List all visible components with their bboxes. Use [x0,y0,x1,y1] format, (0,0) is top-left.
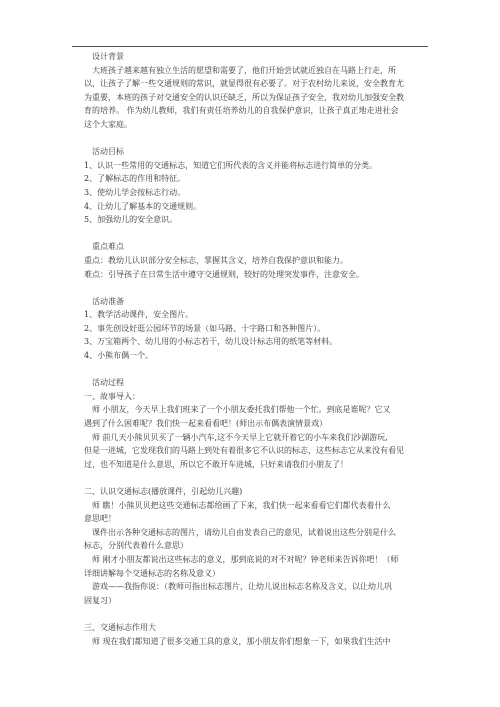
paragraph-line: 这个大家庭。 [84,119,132,129]
section-heading-background: 设计背景 [92,52,124,61]
paragraph-line: 为重要，本班的孩子对交通安全的认识还缺乏，所以为保证孩子安全，我对幼儿加强安全教 [84,92,404,102]
paragraph-line: 课件出示各种交通标志的图片，请幼儿自由发表自己的意见，试着说出这些分别是什么 [92,527,396,537]
document-body [84,50,428,648]
list-item: 2、事先创设好逛公园环节的场景（如马路、十字路口和各种图片）。 [84,323,326,333]
paragraph-line: 过，也不知道是什么意思，所以它不敢开车进城，只好来请我们小朋友了！ [84,459,348,469]
section-heading-key-points: 重点难点 [92,242,124,252]
list-item: 1、认识一些常用的交通标志，知道它们所代表的含义并能将标志进行简单的分类。 [84,160,378,170]
paragraph-line: 育的培养。 作为幼儿教师，我们有责任培养幼儿的自我保护意识，让孩子真正地走进社会 [84,106,399,116]
list-item: 重点：教幼儿认识部分安全标志，掌握其含义，培养自我保护意识和能力。 [84,255,348,265]
paragraph-line: 师 现在我们都知道了很多交通工具的意义，那小朋友你们想象一下，如果我们生活中 [92,636,391,646]
section-heading-process: 活动过程 [92,378,124,388]
list-item: 1、教学活动课件，安全图片。 [84,310,194,320]
paragraph-line: 大班孩子越来越有独立生活的愿望和需要了，他们开始尝试就近独自在马路上行走，所 [92,65,396,75]
list-item: 4、小熊布偶一个。 [84,351,154,361]
paragraph-line: 遇到了什么困难呢？我们快一起来看看吧！(师出示布偶表演情景戏） [84,419,328,429]
subsection-heading: 二、认识交通标志(播放课件，引起幼儿兴趣) [84,487,243,496]
paragraph-line: 标志，分别代表着什么意思） [84,541,188,551]
list-item: 5、加强幼儿的安全意识。 [84,215,178,225]
paragraph-line: 以，让孩子了解一些交通规则的常识，就显得很有必要了。对于农村幼儿来说，安全教育尤 [84,79,404,89]
list-item: 3、使幼儿学会按标志行动。 [84,187,186,197]
paragraph-line: 师 刚才小朋友都说出这些标志的意义，那到底说的对不对呢？钟老师来告诉你吧！（师 [92,554,399,564]
paragraph-line: 师 小朋友，今天早上我们班来了一个小朋友委托我们帮他一个忙。到底是谁呢？它又 [92,405,391,415]
paragraph-line: 师 前几天小熊贝贝买了一辆小汽车,这不今天早上它就开着它的小车来我们沙湖游玩, [92,432,388,442]
header-rule [72,46,428,47]
paragraph-line: 师 瞧！小熊贝贝把这些交通标志都给画了下来，我们快一起来看看它们都代表着什么 [92,500,391,510]
paragraph-line: 详细讲解每个交通标志的名称及意义） [84,568,220,578]
subsection-heading: 三、交通标志作用大 [84,622,156,632]
list-item: 3、万宝箱两个、幼儿用的小标志若干，幼儿设计标志用的纸笔等材料。 [84,337,338,347]
list-item: 难点：引导孩子在日常生活中遵守交通规则，较好的处理突发事件，注意安全。 [84,269,364,279]
section-heading-preparation: 活动准备 [92,296,124,306]
subsection-heading: 一、故事导入： [84,391,140,401]
list-item: 4、让幼儿了解基本的交通规则。 [84,201,202,211]
paragraph-line: 但是一进城，它发现我们的马路上到处有着很多它不认识的标志，这些标志它从来没有看见 [84,446,404,456]
paragraph-line: 游戏——我指你说：（教师可指出标志图片，让幼儿说出标志名称及含义，以让幼儿巩 [92,582,392,592]
paragraph-line: 意思吧！ [84,514,116,524]
list-item: 2、了解标志的作用和特征。 [84,174,186,184]
section-heading-goals: 活动目标 [92,147,124,157]
paragraph-line: 固复习） [84,595,116,605]
